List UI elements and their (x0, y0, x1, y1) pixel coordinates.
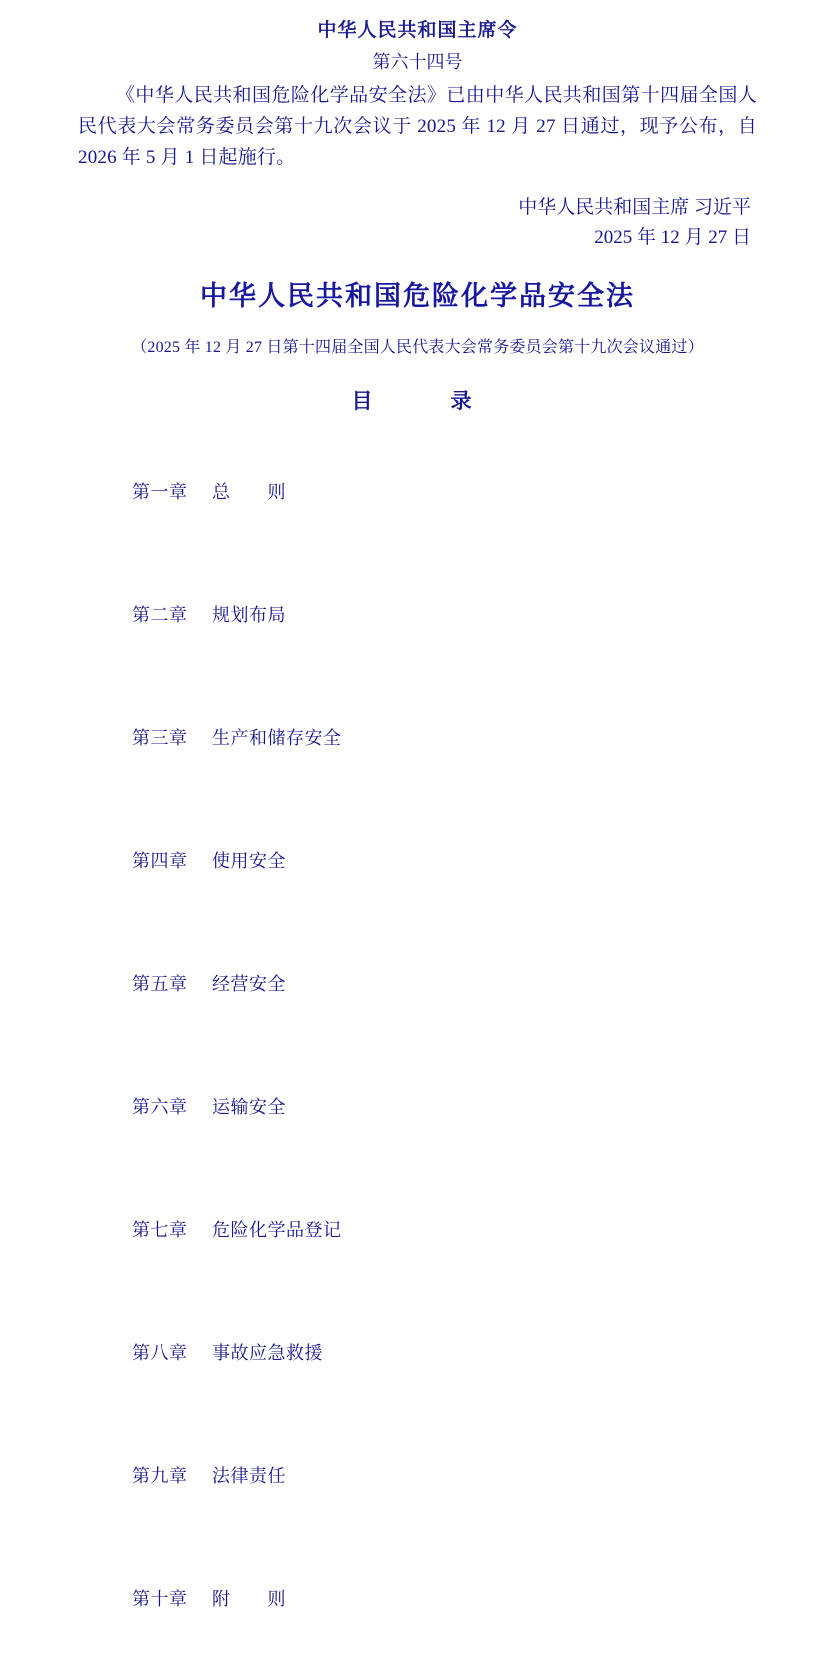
list-item (102, 1169, 757, 1292)
toc-chapter-number: 第三章 (132, 728, 188, 748)
toc-chapter-label: 规划布局 (212, 605, 286, 625)
toc-chapter-number: 第十章 (132, 1589, 188, 1609)
toc-chapter-label: 使用安全 (212, 851, 286, 871)
decree-number: 第六十四号 (372, 52, 463, 72)
list-item (102, 923, 757, 1046)
decree-date: 2025 年 12 月 27 日 (594, 227, 751, 248)
toc-chapter-label: 总 则 (212, 482, 286, 502)
list-item (102, 431, 757, 554)
decree-title: 中华人民共和国主席令 (317, 20, 518, 41)
list-item (102, 800, 757, 923)
list-item (102, 1538, 757, 1661)
toc-chapter-number: 第六章 (132, 1097, 188, 1117)
toc-chapter-number: 第九章 (132, 1466, 188, 1486)
decree-body-paragraph: 《中华人民共和国危险化学品安全法》已由中华人民共和国第十四届全国人民代表大会常务委员会第十九次会议于 2025 年 12 月 27 日通过，现予公布，自 2026 年 5 月 1 日起施行。 (78, 85, 757, 168)
toc-list (78, 431, 757, 1661)
list-item (102, 1292, 757, 1415)
toc-chapter-label: 运输安全 (212, 1097, 286, 1117)
decree-signer: 中华人民共和国主席 习近平 (518, 197, 751, 218)
list-item (102, 1046, 757, 1169)
toc-chapter-label: 法律责任 (212, 1466, 286, 1486)
toc-chapter-label: 生产和储存安全 (212, 728, 342, 748)
toc-chapter-label: 附 则 (212, 1589, 286, 1609)
toc-chapter-label: 事故应急救援 (212, 1343, 323, 1363)
list-item (102, 677, 757, 800)
toc-chapter-label: 经营安全 (212, 974, 286, 994)
list-item (102, 554, 757, 677)
toc-chapter-number: 第八章 (132, 1343, 188, 1363)
toc-chapter-number: 第一章 (132, 482, 188, 502)
toc-chapter-number: 第七章 (132, 1220, 188, 1240)
toc-chapter-label: 危险化学品登记 (212, 1220, 342, 1240)
toc-heading: 目 录 (351, 390, 484, 413)
toc-chapter-number: 第四章 (132, 851, 188, 871)
law-title: 中华人民共和国危险化学品安全法 (200, 281, 635, 311)
toc-chapter-number: 第二章 (132, 605, 188, 625)
law-subtitle: （2025 年 12 月 27 日第十四届全国人民代表大会常务委员会第十九次会议通过） (131, 339, 704, 356)
decree-signature-block (78, 193, 757, 253)
list-item (102, 1415, 757, 1538)
toc-chapter-number: 第五章 (132, 974, 188, 994)
